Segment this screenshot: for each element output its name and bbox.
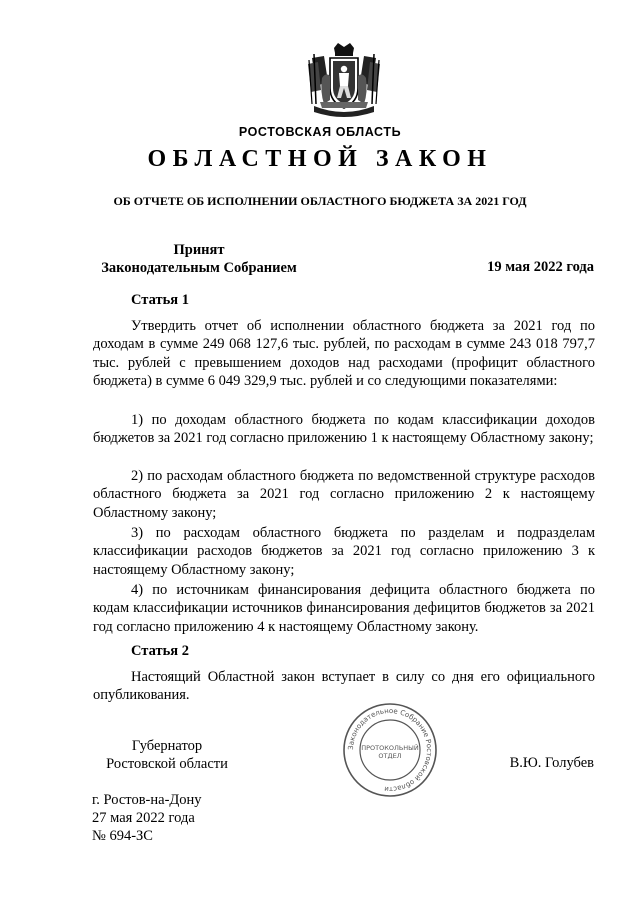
article-2-heading: Статья 2: [131, 643, 189, 659]
article-1-item-4: 4) по источникам финансирования дефицита областного бюджета по кодам классификации источников финансирования дефицитов бюджетов за 2021 год согласно приложению 4 к настоящему Областному закону.: [93, 582, 595, 635]
signing-date: 27 мая 2022 года: [92, 810, 195, 826]
adoption-label: Принят: [173, 242, 225, 258]
stamp-inner-line-2: ОТДЕЛ: [378, 752, 402, 760]
coat-of-arms-icon: [306, 42, 382, 122]
article-1-intro: Утвердить отчет об исполнении областного бюджета за 2021 год по доходам в сумме 249 068 127,6 тыс. рублей, по расходам в сумме 243 018 797,7 тыс. рублей с превышением доходов над расходами (профицит областного бюджета) в сумме 6 049 329,9 тыс. рублей и со следующими показателями:: [93, 318, 595, 390]
signing-city: г. Ростов-на-Дону: [92, 792, 202, 808]
stamp-outer-text: Законодательное Собрание Ростовской области: [346, 706, 434, 794]
article-1-heading: Статья 1: [131, 292, 189, 308]
stamp-inner-line-1: ПРОТОКОЛЬНЫЙ: [361, 744, 419, 752]
adoption-body: Законодательным Собранием: [101, 260, 297, 276]
adoption-block: [94, 241, 304, 277]
official-stamp: [340, 700, 440, 800]
place-date-block: [92, 791, 202, 845]
article-1-item-2: 2) по расходам областного бюджета по ведомственной структуре расходов областного бюджета за 2021 год согласно приложению 2 к настоящему Областному закону;: [93, 468, 595, 521]
signatory-name: В.Ю. Голубев: [509, 755, 594, 771]
signatory-position: [92, 737, 242, 773]
document-title: ОБЛАСТНОЙ ЗАКОН: [147, 146, 493, 172]
signatory-title: Губернатор: [131, 738, 203, 754]
article-1-item-3: 3) по расходам областного бюджета по разделам и подразделам классификации расходов бюджетов за 2021 год согласно приложению 3 к настоящему Областному закону;: [93, 525, 595, 578]
article-2-text: Настоящий Областной закон вступает в силу со дня его официального опубликования.: [93, 669, 595, 704]
adoption-date: 19 мая 2022 года: [487, 259, 594, 275]
law-number: № 694-ЗС: [92, 828, 153, 844]
article-1-item-1: 1) по доходам областного бюджета по кодам классификации доходов бюджетов за 2021 год согласно приложению 1 к настоящему Областному закону;: [93, 412, 595, 447]
region-name: РОСТОВСКАЯ ОБЛАСТЬ: [238, 125, 402, 139]
signatory-region: Ростовской области: [106, 756, 228, 772]
law-subject: ОБ ОТЧЕТЕ ОБ ИСПОЛНЕНИИ ОБЛАСТНОГО БЮДЖЕТА ЗА 2021 ГОД: [113, 194, 527, 208]
